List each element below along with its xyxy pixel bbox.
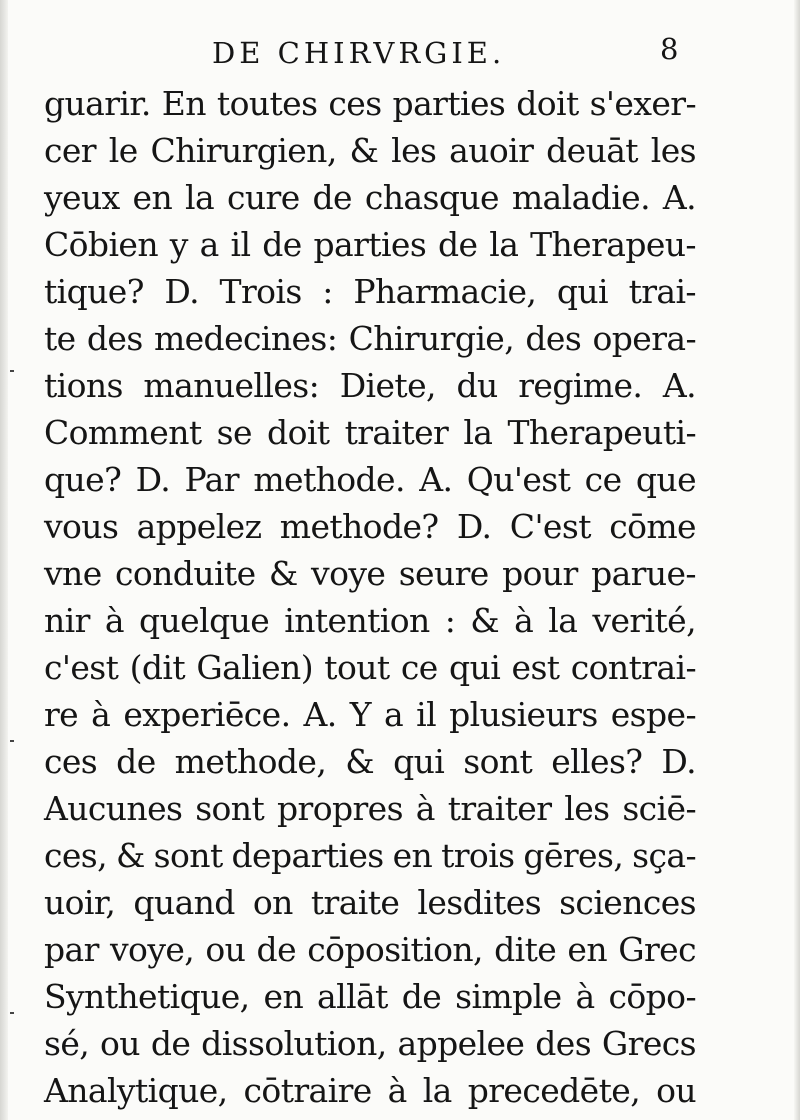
text-line: par voye, ou de cōposition, dite en Grec [44,930,696,969]
text-line: Analytique, cōtraire à la precedēte, ou [44,1071,696,1110]
text-line: Cōbien y a il de parties de la Therapeu- [44,225,696,264]
text-line: que? D. Par methode. A. Qu'est ce que [44,460,696,499]
text-line: vous appelez methode? D. C'est cōme [44,507,696,546]
text-line: yeux en la cure de chasque maladie. A. [44,178,696,217]
running-head: DE CHIRVRGIE. [212,36,506,70]
page-edge-right [794,0,800,1120]
text-line: Synthetique, en allāt de simple à cōpo- [44,977,696,1016]
text-line: ces de methode, & qui sont elles? D. [44,742,696,781]
text-line: tique? D. Trois : Pharmacie, qui trai- [44,272,696,311]
text-line: nir à quelque intention : & à la verité, [44,601,696,640]
text-line: Aucunes sont propres à traiter les sciē- [44,789,696,828]
text-line: ces, & sont departies en trois gēres, sça- [44,836,696,875]
text-line: cer le Chirurgien, & les auoir deuāt les [44,131,696,170]
text-line: re à experiēce. A. Y a il plusieurs espe- [44,695,696,734]
margin-speck [10,740,14,742]
text-line: sé, ou de dissolution, appelee des Grecs [44,1024,696,1063]
page-header [0,30,800,80]
text-line: guarir. En toutes ces parties doit s'exer- [44,84,696,123]
body-text [44,80,696,1114]
text-line: c'est (dit Galien) tout ce qui est contrai- [44,648,696,687]
page-number: 8 [660,32,679,66]
text-line: tions manuelles: Diete, du regime. A. [44,366,696,405]
text-line: uoir, quand on traite lesdites sciences [44,883,696,922]
text-line: Comment se doit traiter la Therapeuti- [44,413,696,452]
text-line: te des medecines: Chirurgie, des opera- [44,319,696,358]
margin-speck [10,370,14,372]
text-line: vne conduite & voye seure pour parue- [44,554,696,593]
page-edge-left [0,0,8,1120]
margin-speck [10,1012,14,1014]
